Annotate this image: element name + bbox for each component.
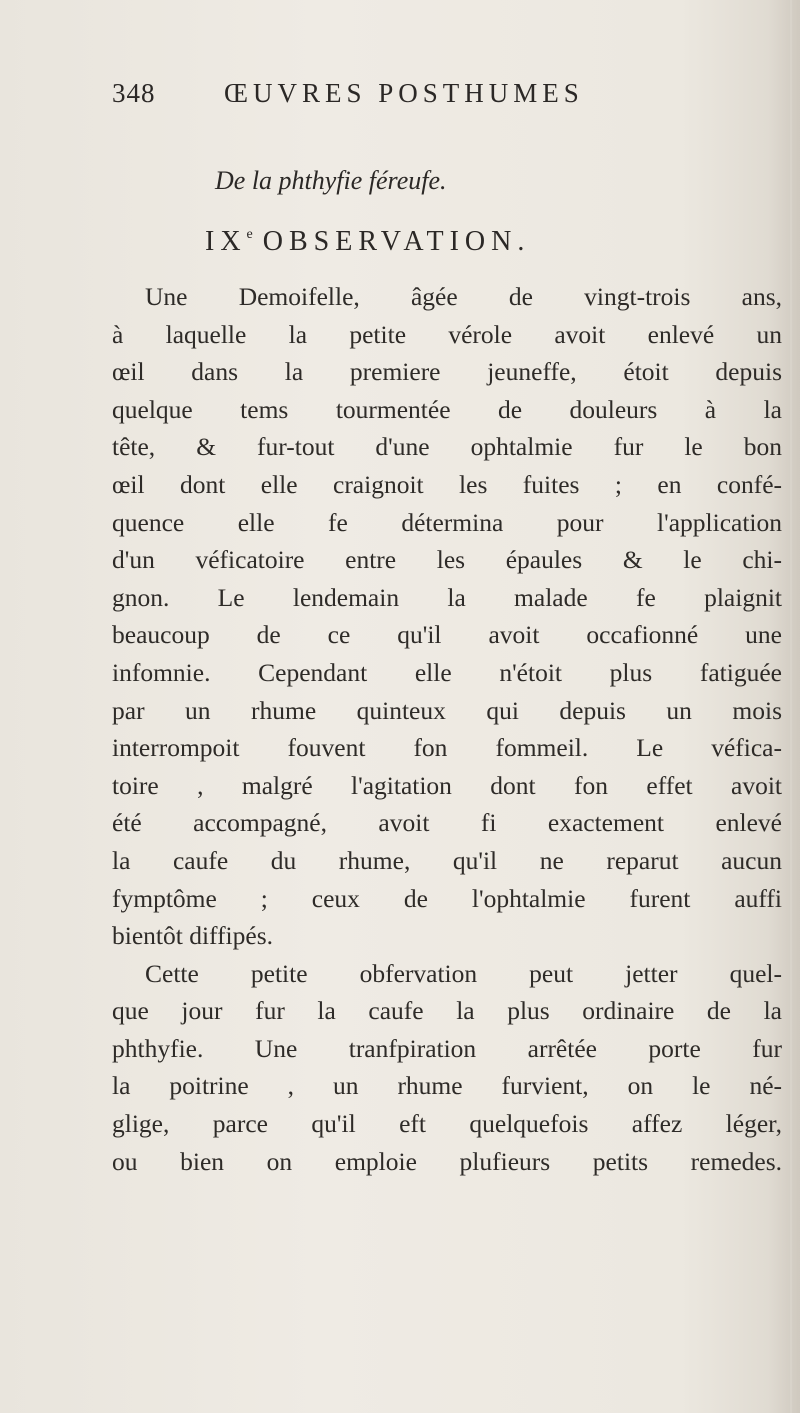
text-line: à laquelle la petite vérole avoit enlevé un — [112, 319, 782, 349]
text-line: été accompagné, avoit fi exactement enlevé — [112, 808, 782, 838]
running-head — [112, 78, 672, 122]
page-number: 348 — [112, 78, 156, 108]
text-line: la caufe du rhume, qu'il ne reparut aucun — [112, 845, 782, 875]
text-line: toire , malgré l'agitation dont fon effet avoit — [112, 770, 782, 800]
text-line: phthyfie. Une tranfpiration arrêtée porte fur — [112, 1033, 782, 1063]
text-line: interrompoit fouvent fon fommeil. Le véfica- — [112, 733, 782, 763]
text-line: glige, parce qu'il eft quelquefois affez léger, — [112, 1109, 782, 1139]
text-line: ou bien on emploie plufieurs petits remedes. — [112, 1146, 782, 1176]
text-line: par un rhume quinteux qui depuis un mois — [112, 695, 782, 725]
text-line: Cette petite obfervation peut jetter quel- — [145, 958, 782, 988]
text-line: bientôt diffipés. — [112, 921, 274, 951]
body-text — [112, 278, 800, 1180]
text-line: la poitrine , un rhume furvient, on le né- — [112, 1071, 782, 1101]
text-line: fymptôme ; ceux de l'ophtalmie furent auffi — [112, 883, 782, 913]
observation-heading — [205, 226, 530, 258]
text-line: œil dans la premiere jeuneffe, étoit depuis — [112, 357, 782, 387]
text-line: infomnie. Cependant elle n'étoit plus fatiguée — [112, 657, 782, 687]
running-title: ŒUVRES POSTHUMES — [224, 78, 584, 108]
section-title: De la phthyfie féreufe. — [215, 166, 447, 195]
text-line: œil dont elle craignoit les fuites ; en confé- — [112, 469, 782, 499]
observation-label: OBSERVATION. — [262, 226, 531, 257]
text-line: que jour fur la caufe la plus ordinaire de la — [112, 996, 782, 1026]
text-line: beaucoup de ce qu'il avoit occafionné une — [112, 620, 782, 650]
text-line: quelque tems tourmentée de douleurs à la — [112, 394, 782, 424]
text-line: quence elle fe détermina pour l'application — [112, 507, 782, 537]
text-line: Une Demoifelle, âgée de vingt-trois ans, — [145, 282, 782, 311]
observation-number: IX — [205, 226, 247, 257]
text-line: tête, & fur-tout d'une ophtalmie fur le bon — [112, 432, 782, 462]
text-line: d'un véficatoire entre les épaules & le chi- — [112, 545, 782, 575]
text-line: gnon. Le lendemain la malade fe plaignit — [112, 582, 782, 612]
observation-superscript: e — [246, 227, 253, 242]
